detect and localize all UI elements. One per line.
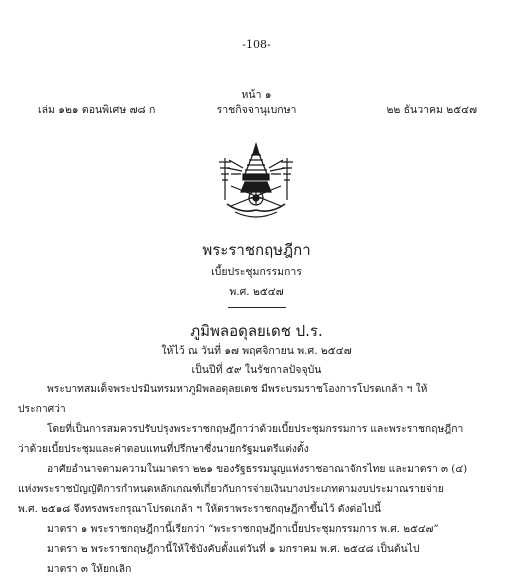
royal-signature: ภูมิพลอดุลยเดช ป.ร. — [190, 322, 323, 340]
reign-year: เป็นปีที่ ๕๙ ในรัชกาลปัจจุบัน — [191, 364, 322, 376]
paragraph-2-line-2: ว่าด้วยเบี้ยประชุมและค่าตอบแทนที่ปรึกษาซึ่งนายกรัฐมนตรีแต่งตั้ง — [18, 443, 309, 455]
gazette-name: ราชกิจจานุเบกษา — [216, 104, 297, 116]
given-date: ให้ไว้ ณ วันที่ ๑๗ พฤศจิกายน พ.ศ. ๒๕๔๗ — [161, 345, 352, 357]
gazette-date: ๒๒ ธันวาคม ๒๕๔๗ — [386, 104, 477, 116]
decree-title: พระราชกฤษฎีกา — [202, 241, 311, 259]
paragraph-1-line-1: พระบาทสมเด็จพระปรมินทรมหาภูมิพลอดุลยเดช มีพระบรมราชโองการโปรดเกล้า ฯ ให้ — [47, 383, 428, 395]
gazette-page-label: หน้า ๑ — [241, 89, 272, 101]
gazette-volume-issue: เล่ม ๑๒๑ ตอนพิเศษ ๗๘ ก — [38, 104, 156, 116]
decree-subject: เบี้ยประชุมกรรมการ — [211, 266, 302, 278]
section-3: มาตรา ๓ ให้ยกเลิก — [47, 563, 132, 575]
thai-royal-emblem-icon — [205, 140, 307, 224]
decree-year: พ.ศ. ๒๕๔๗ — [229, 286, 284, 298]
paragraph-3-line-1: อาศัยอำนาจตามความในมาตรา ๒๒๑ ของรัฐธรรมนูญแห่งราชอาณาจักรไทย และมาตรา ๓ (๔) — [47, 463, 468, 475]
section-1: มาตรา ๑ พระราชกฤษฎีกานี้เรียกว่า “พระราชกฤษฎีกาเบี้ยประชุมกรรมการ พ.ศ. ๒๕๔๗” — [47, 523, 439, 535]
section-2: มาตรา ๒ พระราชกฤษฎีกานี้ให้ใช้บังคับตั้งแต่วันที่ ๑ มกราคม พ.ศ. ๒๕๔๘ เป็นต้นไป — [47, 543, 420, 555]
paragraph-2-line-1: โดยที่เป็นการสมควรปรับปรุงพระราชกฤษฎีกาว่าด้วยเบี้ยประชุมกรรมการ และพระราชกฤษฎีกา — [47, 423, 464, 435]
title-divider — [228, 307, 286, 308]
paragraph-3-line-2: แห่งพระราชบัญญัติการกำหนดหลักเกณฑ์เกี่ยวกับการจ่ายเงินบางประเภทตามงบประมาณรายจ่าย — [18, 483, 444, 495]
paragraph-1-line-2: ประกาศว่า — [18, 403, 66, 415]
page-number: -108- — [242, 38, 271, 51]
paragraph-3-line-3: พ.ศ. ๒๕๑๘ จึงทรงพระกรุณาโปรดเกล้า ฯ ให้ตราพระราชกฤษฎีกาขึ้นไว้ ดังต่อไปนี้ — [18, 503, 382, 515]
